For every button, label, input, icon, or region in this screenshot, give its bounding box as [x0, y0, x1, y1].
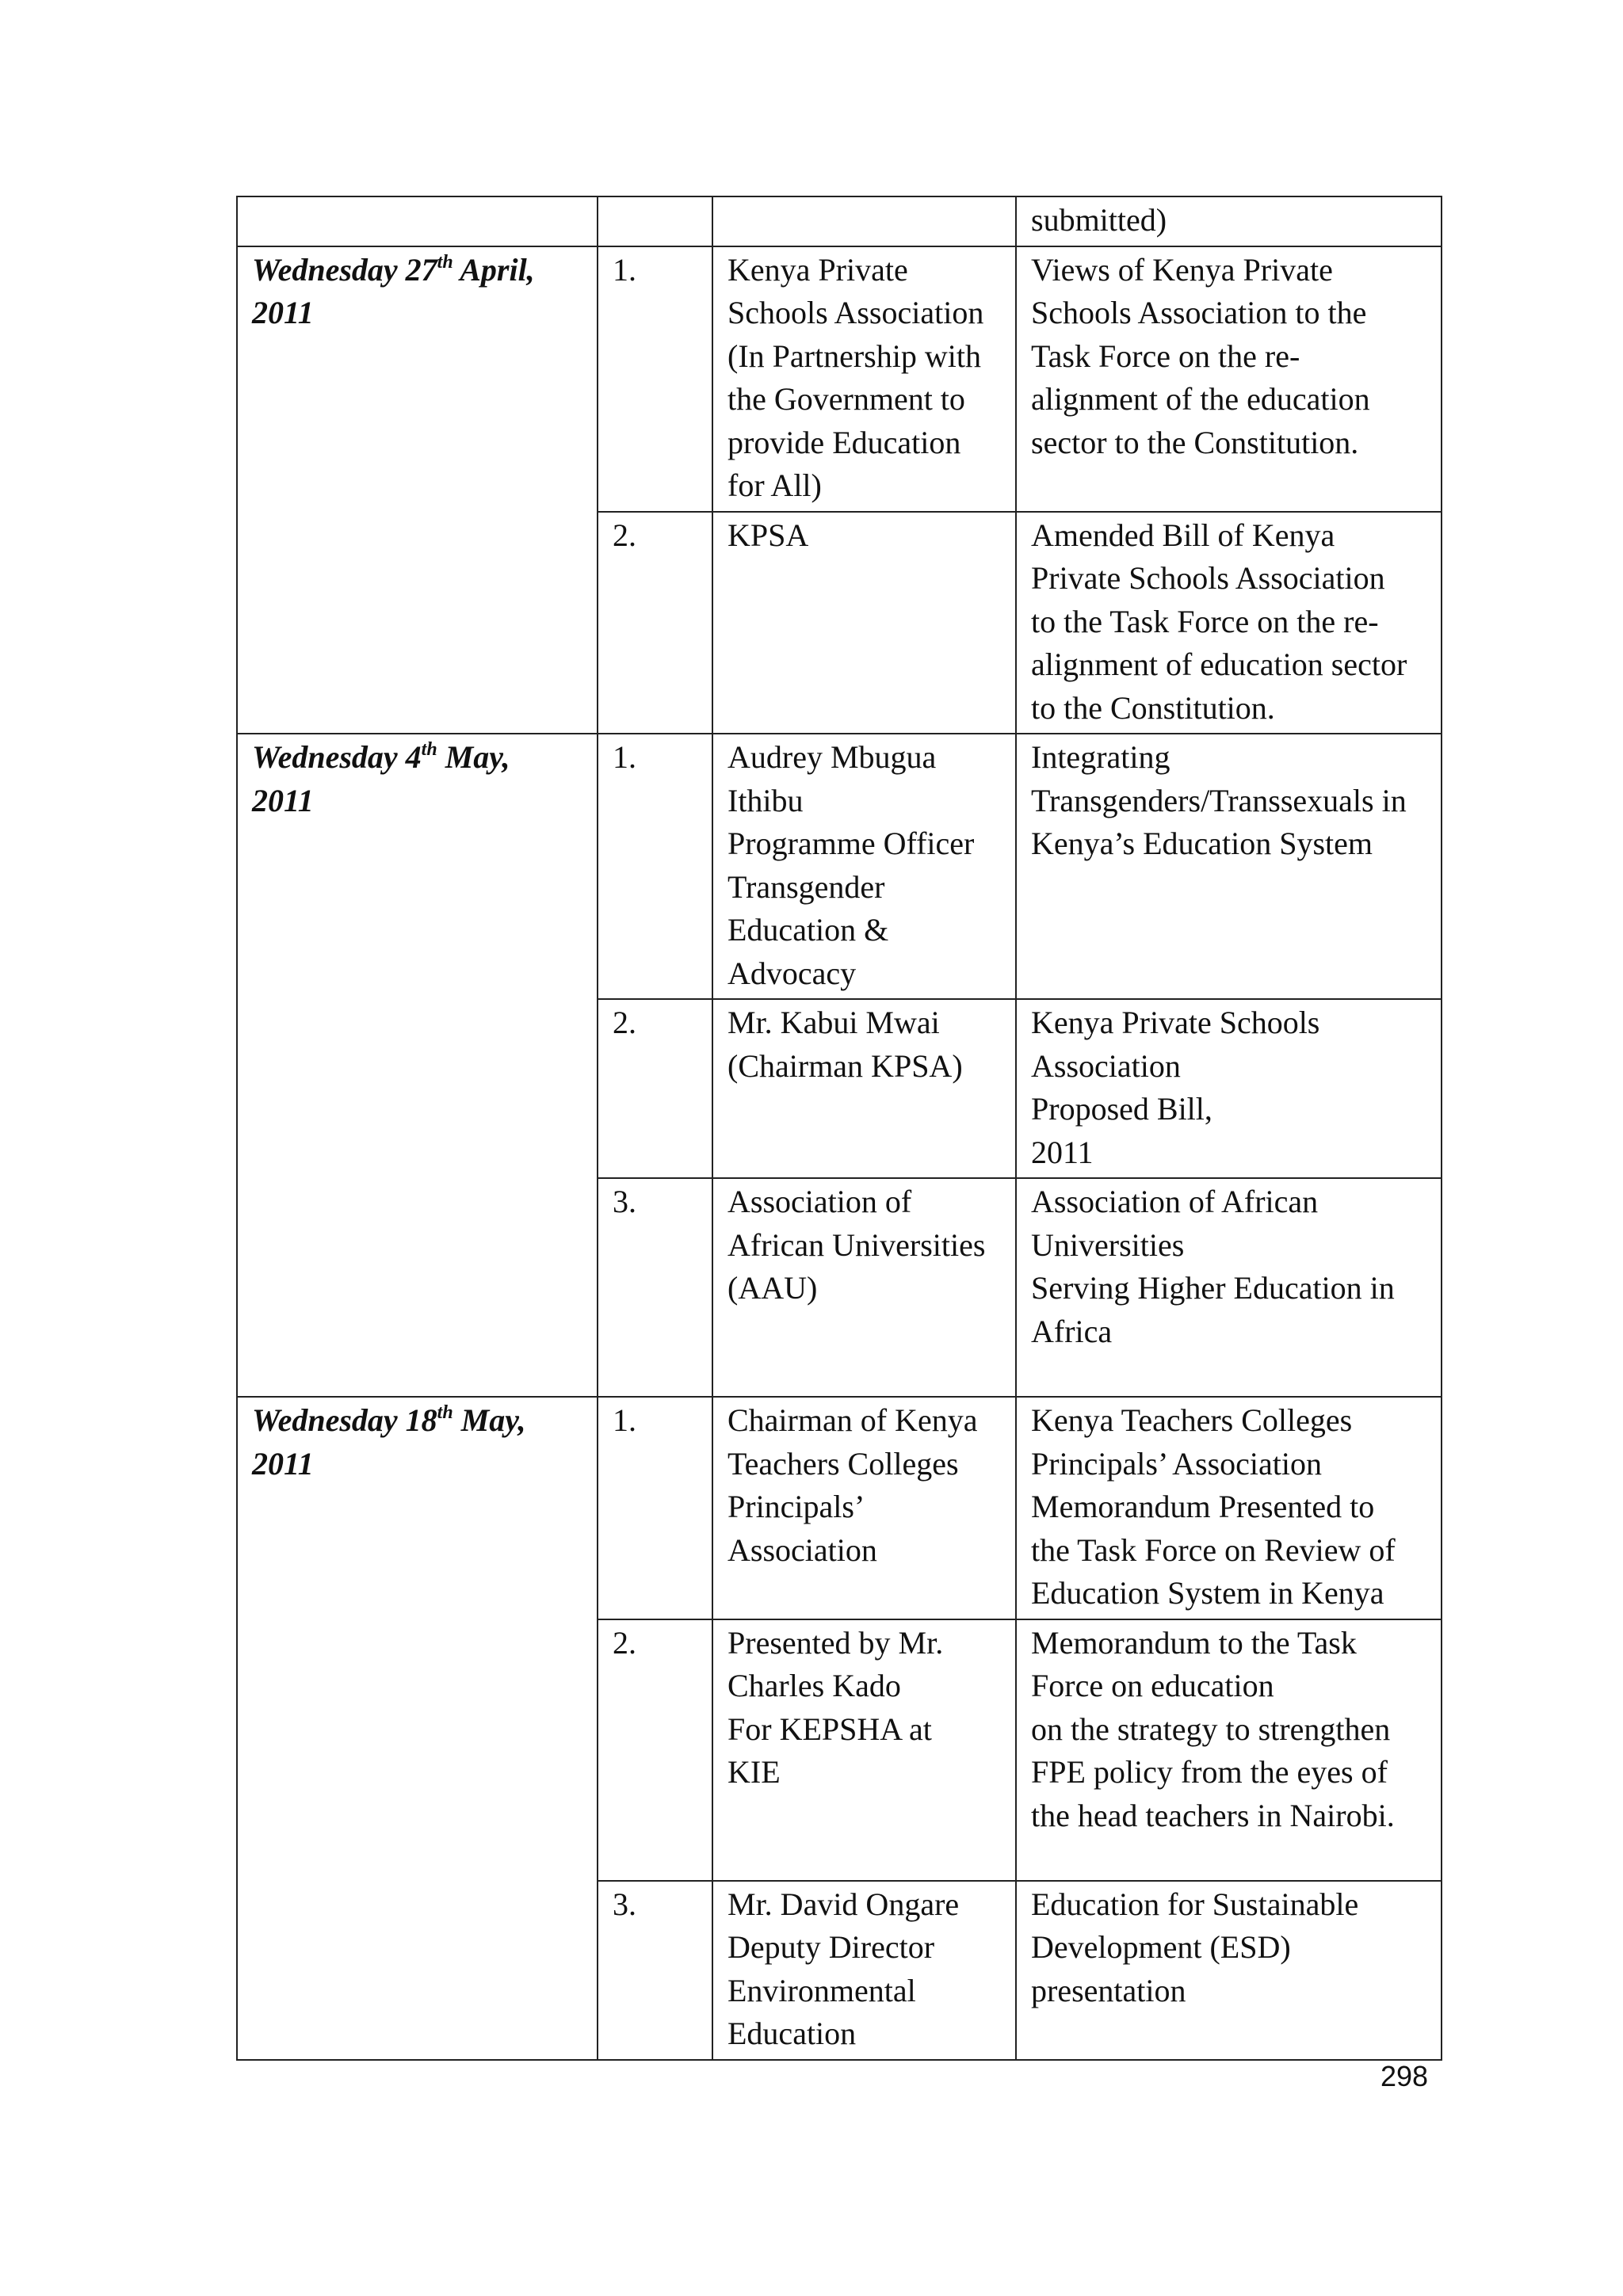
- presenter-line: Mr. Kabui Mwai: [727, 1005, 940, 1040]
- number-cell: [598, 1397, 712, 1619]
- presenter-cell: [712, 1397, 1016, 1619]
- presenter-line: Education: [727, 2016, 857, 2051]
- description-line: Schools Association to the: [1031, 295, 1367, 330]
- item-number: 2.: [613, 517, 636, 553]
- presenter-line: Mr. David Ongare: [727, 1886, 960, 1922]
- presenter-line: Teachers Colleges: [727, 1445, 959, 1482]
- description-cell: [1016, 999, 1442, 1178]
- presenter-cell: [712, 512, 1016, 734]
- description-line: to the Task Force on the re-: [1031, 603, 1379, 639]
- date-text: Wednesday 27: [252, 251, 437, 288]
- presenter-line: Charles Kado: [727, 1668, 901, 1703]
- number-cell: [598, 246, 712, 512]
- number-cell: [598, 196, 712, 246]
- presenter-line: Transgender: [727, 868, 885, 905]
- presenter-line: Presented by Mr.: [727, 1624, 944, 1661]
- description-line: the head teachers in Nairobi.: [1031, 1797, 1395, 1833]
- submissions-table: [236, 196, 1442, 2061]
- date-year: 2011: [252, 782, 314, 818]
- description-line: the Task Force on Review of: [1031, 1531, 1396, 1568]
- presenter-cell: [712, 734, 1016, 999]
- number-cell: [598, 1178, 712, 1397]
- description-line: Association: [1031, 1047, 1181, 1084]
- description-cell: [1016, 734, 1442, 999]
- description-line: Kenya Teachers Colleges: [1031, 1402, 1353, 1438]
- description-cell: [1016, 1619, 1442, 1881]
- description-line: Serving Higher Education in: [1031, 1270, 1395, 1306]
- item-number: 1.: [613, 251, 636, 288]
- description-line: 2011: [1031, 1134, 1094, 1170]
- date-text: Wednesday 4: [252, 739, 422, 775]
- page-number: 298: [1381, 2060, 1429, 2092]
- date-month: May,: [453, 1402, 526, 1438]
- presenter-line: For KEPSHA at: [727, 1711, 932, 1747]
- presenter-cell: [712, 246, 1016, 512]
- date-year: 2011: [252, 295, 314, 330]
- presenter-line: Principals’: [727, 1489, 865, 1524]
- description-line: Memorandum to the Task: [1031, 1624, 1357, 1661]
- table-row: [237, 734, 1442, 999]
- date-month: May,: [437, 739, 510, 775]
- table-row: [237, 1397, 1442, 1619]
- description-line: Development (ESD): [1031, 1929, 1291, 1965]
- table-row: [237, 246, 1442, 512]
- presenter-line: (Chairman KPSA): [727, 1047, 963, 1084]
- presenter-line: Audrey Mbugua: [727, 739, 937, 775]
- presenter-line: for All): [727, 467, 822, 503]
- description-line: alignment of the education: [1031, 381, 1370, 417]
- presenter-line: Association: [727, 1531, 877, 1568]
- presenter-cell: [712, 196, 1016, 246]
- description-line: Proposed Bill,: [1031, 1091, 1212, 1127]
- number-cell: [598, 1619, 712, 1881]
- description-line: Universities: [1031, 1226, 1185, 1263]
- description-line: Amended Bill of Kenya: [1031, 517, 1335, 553]
- description-line: to the Constitution.: [1031, 689, 1275, 726]
- table-row: [237, 196, 1442, 246]
- number-cell: [598, 734, 712, 999]
- description-line: Africa: [1031, 1313, 1113, 1349]
- number-cell: [598, 1881, 712, 2060]
- number-cell: [598, 512, 712, 734]
- item-number: 1.: [613, 1402, 636, 1438]
- date-cell: [237, 196, 598, 246]
- description-cell: [1016, 1881, 1442, 2060]
- presenter-line: Ithibu: [727, 782, 804, 818]
- description-line: submitted): [1031, 202, 1167, 238]
- date-line: [252, 249, 582, 292]
- description-line: Force on education: [1031, 1668, 1274, 1703]
- description-cell: [1016, 196, 1442, 246]
- date-line: [252, 1399, 582, 1443]
- description-line: sector to the Constitution.: [1031, 424, 1359, 460]
- date-year: 2011: [252, 1445, 314, 1482]
- presenter-line: Kenya Private: [727, 251, 908, 288]
- date-ordinal: th: [437, 251, 453, 273]
- presenter-line: Programme Officer: [727, 826, 975, 861]
- description-line: Association of African: [1031, 1184, 1319, 1219]
- item-number: 3.: [613, 1886, 636, 1922]
- description-line: Views of Kenya Private: [1031, 251, 1333, 288]
- date-cell: [237, 734, 598, 1397]
- presenter-line: African Universities: [727, 1226, 986, 1263]
- date-line: [252, 736, 582, 780]
- date-ordinal: th: [421, 739, 437, 760]
- date-text: Wednesday 18: [252, 1402, 437, 1438]
- date-month: April,: [453, 251, 535, 288]
- description-cell: [1016, 1178, 1442, 1397]
- presenter-line: (In Partnership with: [727, 338, 981, 374]
- presenter-cell: [712, 999, 1016, 1178]
- presenter-cell: [712, 1881, 1016, 2060]
- description-cell: [1016, 246, 1442, 512]
- presenter-line: Advocacy: [727, 955, 857, 991]
- presenter-line: (AAU): [727, 1270, 818, 1306]
- description-line: FPE policy from the eyes of: [1031, 1754, 1388, 1790]
- description-line: Private Schools Association: [1031, 560, 1385, 596]
- item-number: 2.: [613, 1624, 636, 1661]
- description-line: Education for Sustainable: [1031, 1886, 1359, 1922]
- presenter-line: Schools Association: [727, 295, 984, 330]
- date-cell: [237, 246, 598, 734]
- presenter-line: Deputy Director: [727, 1929, 935, 1965]
- presenter-line: Education &: [727, 912, 889, 948]
- item-number: 1.: [613, 739, 636, 775]
- presenter-line: KIE: [727, 1754, 781, 1790]
- date-cell: [237, 1397, 598, 2060]
- presenter-line: Environmental: [727, 1972, 916, 2008]
- description-line: Integrating: [1031, 739, 1170, 775]
- presenter-line: Association of: [727, 1184, 912, 1219]
- description-line: Education System in Kenya: [1031, 1575, 1384, 1611]
- presenter-line: Chairman of Kenya: [727, 1402, 978, 1438]
- presenter-line: provide Education: [727, 424, 961, 460]
- description-line: Kenya Private Schools: [1031, 1005, 1320, 1040]
- presenter-cell: [712, 1619, 1016, 1881]
- description-line: Transgenders/Transsexuals in: [1031, 782, 1407, 818]
- description-cell: [1016, 1397, 1442, 1619]
- description-cell: [1016, 512, 1442, 734]
- item-number: 2.: [613, 1005, 636, 1040]
- date-ordinal: th: [437, 1402, 453, 1423]
- description-line: alignment of education sector: [1031, 646, 1407, 682]
- description-line: Kenya’s Education System: [1031, 826, 1373, 861]
- description-line: Principals’ Association: [1031, 1445, 1322, 1482]
- number-cell: [598, 999, 712, 1178]
- item-number: 3.: [613, 1184, 636, 1219]
- description-line: Memorandum Presented to: [1031, 1489, 1375, 1524]
- description-line: Task Force on the re-: [1031, 338, 1300, 374]
- description-line: on the strategy to strengthen: [1031, 1711, 1391, 1747]
- presenter-cell: [712, 1178, 1016, 1397]
- presenter-line: the Government to: [727, 381, 965, 417]
- presenter-line: KPSA: [727, 517, 809, 553]
- description-line: presentation: [1031, 1972, 1186, 2008]
